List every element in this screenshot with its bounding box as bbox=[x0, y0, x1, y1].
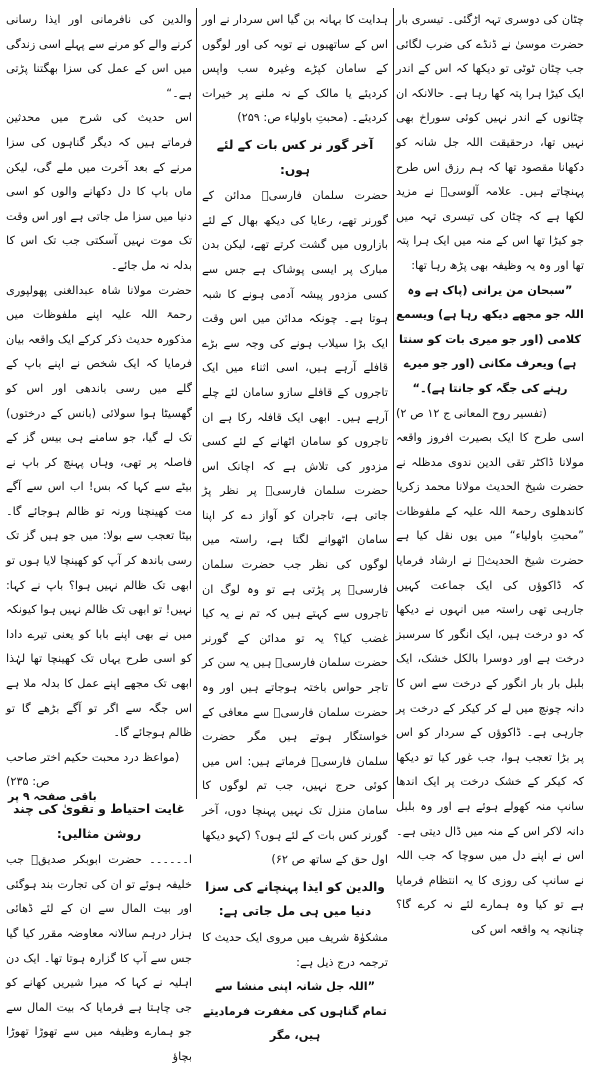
citation: (تفسیر روح المعانی ج ۱۲ ص ۲) bbox=[396, 406, 547, 420]
column-divider bbox=[196, 8, 197, 799]
section-heading: والدین کو ایذا پہنچانے کی سزا دنیا میں ہی مل جاتی ہے: bbox=[205, 879, 385, 919]
story-paragraph: حضرت سلمان فارسیؓ مدائن کے گورنر تھے، رعایا کی دیکھ بھال کے لئے بازاروں میں گشت کرتے تھے، لیکن بدن مبارک پر ایسی پوشاک ہے جس سے کسی مزدور پیشہ آدمی ہونے کا شبہ ہوتا ہے۔ چونکہ مدائن میں اس وقت ایک بڑا سیلاب ہونے کی وجہ سے بڑے قافلے آرہے ہیں، اسی اثناء میں ایک تاجروں کے قافلے سازو سامان لئے چلے آرہے ہیں۔ ابھی ایک قافلہ رکا ہے ان تاجروں کو سامان اٹھانے کے لئے کسی مزدور کی تلاش ہے کہ اچانک اس حضرت سلمان فارسیؓ پر نظر پڑ جاتی ہے، تاجران کو آواز دے کر اپنا سامان اٹھوانے لگتا ہے، راستہ میں لوگوں کی نظر جب حضرت سلمان فارسیؓ پر پڑتی ہے تو وہ لوگ ان تاجروں سے کہتے ہیں کہ تم نے یہ کیا غضب کیا؟ یہ تو مدائن کے گورنر حضرت سلمان فارسیؓ ہیں یہ سن کر تاجر حواس باختہ ہوجاتے ہیں اور وہ حضرت سلمان فارسیؓ سے معافی کے خواستگار ہوتے ہیں مگر حضرت سلمان فارسیؓ فرماتے ہیں: اس میں کوئی حرج نہیں، جب تم لوگوں کا سامان منزل تک نہیں پہنچا دوں، آخر گورنر کس بات کے لئے ہوں؟ (کہو دیکھا اول حق کے ساتھ ص ۶۲) bbox=[202, 189, 388, 867]
story-paragraph: ہدایت کا بہانہ بن گیا اس سردار نے اور اس کے ساتھیوں نے توبہ کی اور لوگوں کے سامان کپڑے وغیرہ سب واپس کردیئے یا مالک کے نہ ملنے پر خیرات کردیئے۔ (محبتِ باولیاء ص: ۲۵۹) bbox=[202, 13, 388, 125]
story-paragraph: ا۔۔۔۔۔۔ حضرت ابوبکر صدیقؓ جب خلیفہ ہوئے تو ان کی تجارت بند ہوگئی اور بیت المال سے ان کے لئے ڈھائی ہزار درہم سالانہ معاوضہ مقرر کیا گیا جس سے آپ کا گزارہ ہوتا تھا۔ ایک دن اہلیہ نے کہا کہ میرا شیریں کھانے کو جی چاہتا ہے فرمایا کہ بیت المال سے جو ہمارے وظیفہ میں سے تھوڑا تھوڑا بچاؤ bbox=[6, 853, 192, 1063]
story-paragraph: والدین کی نافرمانی اور ایذا رسانی کرنے والے کو مرنے سے پہلے اسی زندگی میں اس کے عمل کی سزا بھگتنا پڑتی ہے۔“ bbox=[6, 13, 192, 100]
dua-quote: ”سبحان من یرانی (پاک ہے وہ اللہ جو مجھے دیکھ رہا ہے) ویسمع کلامی (اور جو میری بات کو سنتا ہے) ویعرف مکانی (اور جو میرے رہنے کی جگہ کو جانتا ہے)۔“ bbox=[396, 283, 584, 395]
section-heading: غایت احتیاط و تقویٰ کی چند روشن مثالیں: bbox=[13, 802, 185, 841]
story-paragraph: اسی طرح کا ایک بصیرت افروز واقعہ مولانا ڈاکٹر تقی الدین ندوی مدظلہ نے حضرت شیخ الحدیث مولانا محمد زکریا کاندھلوی رحمۃ اللہ علیہ کے ملفوظات ”محبتِ باولیاء“ میں یوں نقل کیا ہے حضرت شیخ الحدیثؒ نے ارشاد فرمایا کہ ڈاکوؤں کی ایک جماعت کہیں جارہی تھی راستہ میں انہوں نے دیکھا کہ دو درخت ہیں، ایک انگور کا سرسبز درخت ہے اور دوسرا بالکل خشک، ایک بلبل بار بار انگور کے درخت سے اس کا دانہ چونچ میں لے کر کیکر کے درخت پر جارہی ہے۔ ڈاکوؤں کے سردار کو اس پر بڑا تعجب ہوا، جب غور کیا تو دیکھا کہ کیکر کے خشک درخت پر ایک اندھا سانپ منہ کھولے ہوئے ہے اور وہ بلبل دانہ لاکر اس کے منہ میں ڈال دیتی ہے۔ اس نے اپنے دل میں سوچا کہ جب اللہ نے سانپ کی روزی کا یہ انتظام فرمایا ہے تو کیا وہ ہمارے لئے نہ کرے گا؟ چنانچہ یہ واقعہ اس کی bbox=[396, 431, 584, 936]
column-right bbox=[396, 8, 584, 936]
continued-on-page-note: باقی صفحہ ۹ پر bbox=[8, 790, 97, 803]
story-paragraph: چٹان کی دوسری تہہ اڑگئی۔ تیسری بار حضرت موسیٰ نے ڈنڈے کی ضرب لگائی جب چٹان ٹوٹی تو دیکھا کہ اس کے اندر ایک کیڑا ہرا پتہ کھا رہا ہے۔ حالانکہ ان چٹانوں کے اندر نہیں کوئی سوراخ بھی نہیں تھا، درحقیقت اللہ جل شانہ کو دکھانا مقصود تھا کہ ہم رزق اس طرح پہنچاتے ہیں۔ علامہ آلوسیؒ نے مزید لکھا ہے کہ چٹان کی تیسری تہہ میں جو کیڑا تھا اس کے منہ میں ایک ہرا پتہ تھا اور وہ یہ وظیفہ بھی پڑھ رہا تھا: bbox=[396, 13, 584, 272]
citation: (مواعظ درد محبت حکیم اختر صاحب ص: ۲۳۵) bbox=[6, 750, 180, 789]
story-paragraph: اس حدیث کی شرح میں محدثین فرماتے ہیں کہ دیگر گناہوں کی سزا مرنے کے بعد آخرت میں ملے گی، لیکن ماں باپ کا دل دکھانے والوں کو اسی دنیا میں سزا مل جاتی ہے اور اس وقت تک موت نہیں آسکتی جب تک اس کا بدلہ نہ مل جائے۔ bbox=[6, 111, 192, 272]
column-left bbox=[6, 8, 192, 1063]
column-middle bbox=[202, 8, 388, 1043]
column-divider bbox=[393, 8, 394, 799]
section-heading: آخر گور نر کس بات کے لئے ہوں: bbox=[216, 137, 374, 177]
story-paragraph: حضرت مولانا شاہ عبدالغنی پھولپوری رحمۃ اللہ علیہ اپنے ملفوظات میں مذکورہ حدیث ذکر کرکے ایک واقعہ بیان فرمایا کہ ایک شخص نے اپنے باپ کے گلے میں رسی باندھی اور اس کو گھسیٹا ہوا سولائی (بانس کے درختوں) تک لے گیا، جو سامنے ہی بیس گز کے فاصلہ پر تھی، وہاں پہنچ کر باپ نے بیٹے سے کہا کہ بس! اب اس سے آگے مت کھینچنا ورنہ تو ظالم ہوجائے گا۔ بیٹا تعجب سے بولا: میں جو ہیں گز تک رسی باندھ کر آپ کو کھینچا لایا ہوں تو ابھی تک ظالم نہیں ہوا؟ باپ نے کہا: نہیں! تو ابھی تک ظالم نہیں ہوا کیونکہ میں نے بھی اپنے بابا کو یعنی تیرے دادا کو اسی طرح یہاں تک کھینچا تھا لہٰذا ابھی تک مجھے اپنے عمل کا بدلہ ملا ہے اس جگہ سے اگر تو آگے بڑھے گا تو ظالم ہوجائے گا۔ bbox=[6, 283, 192, 740]
hadith-quote: ”اللہ جل شانہ اپنی منشا سے تمام گناہوں کی مغفرت فرمادیتے ہیں، مگر bbox=[203, 980, 387, 1043]
story-paragraph: مشکوٰۃ شریف میں مروی ایک حدیث کا ترجمہ درج ذیل ہے: bbox=[202, 930, 388, 969]
